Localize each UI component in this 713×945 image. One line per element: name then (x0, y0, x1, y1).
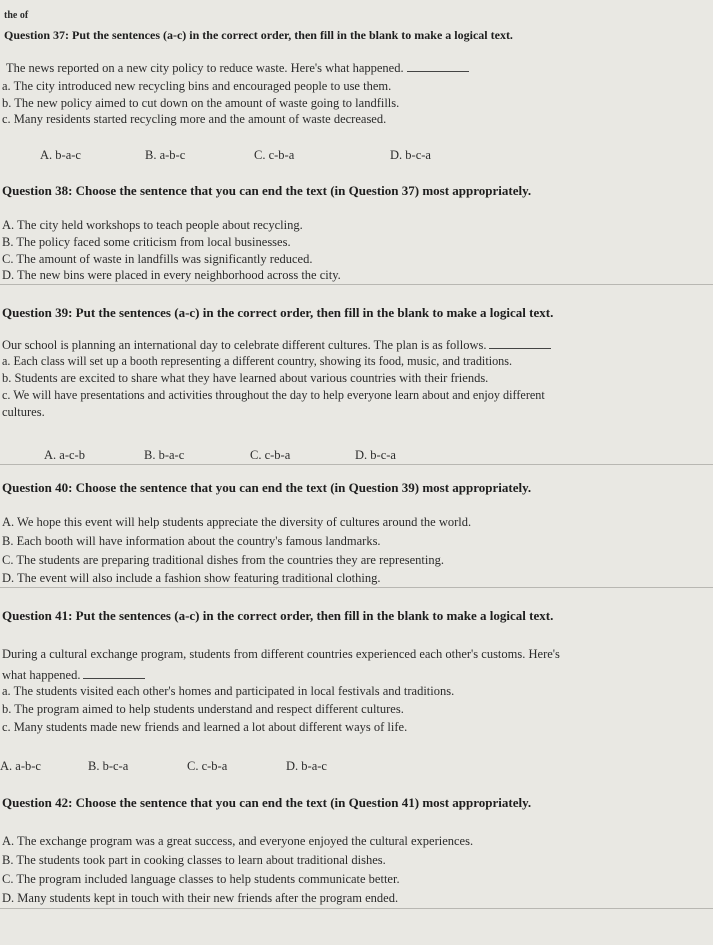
q37-sentence-b: b. The new policy aimed to cut down on the amount of waste going to landfills. (2, 96, 400, 110)
q40-option-d[interactable]: D. The event will also include a fashion show featuring traditional clothing. (2, 571, 381, 585)
header-fragment: the of (4, 10, 29, 21)
q39-option-d[interactable]: D. b-c-a (355, 448, 396, 462)
q38-option-d[interactable]: D. The new bins were placed in every neighborhood across the city. (2, 268, 341, 282)
q37-options (0, 148, 713, 164)
q37-option-b[interactable]: B. a-b-c (145, 148, 186, 162)
q37-sentence-c: c. Many residents started recycling more and the amount of waste decreased. (2, 112, 387, 126)
q38-option-c[interactable]: C. The amount of waste in landfills was significantly reduced. (2, 252, 313, 266)
q42-option-d[interactable]: D. Many students kept in touch with their new friends after the program ended. (2, 891, 399, 905)
divider (0, 284, 713, 285)
q42-option-b[interactable]: B. The students took part in cooking classes to learn about traditional dishes. (2, 853, 386, 867)
q41-intro: During a cultural exchange program, students from different countries experienced each other's customs. Here's (2, 647, 560, 661)
q37-blank[interactable] (407, 60, 469, 72)
q41-intro-cont: what happened. (2, 667, 145, 683)
q40-title: Question 40: Choose the sentence that you can end the text (in Question 39) most appropriately. (2, 480, 532, 495)
q39-blank[interactable] (489, 337, 551, 349)
q38-option-b[interactable]: B. The policy faced some criticism from local businesses. (2, 235, 291, 249)
q41-sentence-c: c. Many students made new friends and learned a lot about different ways of life. (2, 720, 408, 734)
q39-title: Question 39: Put the sentences (a-c) in the correct order, then fill in the blank to make a logical text. (2, 305, 554, 320)
q37-title: Question 37: Put the sentences (a-c) in the correct order, then fill in the blank to make a logical text. (4, 28, 513, 42)
q37-option-c[interactable]: C. c-b-a (254, 148, 295, 162)
q41-title: Question 41: Put the sentences (a-c) in the correct order, then fill in the blank to make a logical text. (2, 608, 554, 623)
q41-blank[interactable] (83, 667, 145, 679)
q38-title: Question 38: Choose the sentence that you can end the text (in Question 37) most appropriately. (2, 183, 532, 198)
q39-options (0, 448, 713, 464)
q39-sentence-a: a. Each class will set up a booth representing a different country, showing its food, music, and traditions. (2, 354, 513, 368)
q41-sentence-a: a. The students visited each other's homes and participated in local festivals and traditions. (2, 684, 455, 698)
q39-option-c[interactable]: C. c-b-a (250, 448, 291, 462)
q37-intro: The news reported on a new city policy to reduce waste. Here's what happened. (6, 60, 469, 76)
q37-option-a[interactable]: A. b-a-c (40, 148, 81, 162)
q40-option-a[interactable]: A. We hope this event will help students appreciate the diversity of cultures around the world. (2, 515, 472, 529)
q39-intro: Our school is planning an international day to celebrate different cultures. The plan is as follows. (2, 337, 551, 353)
q37-option-d[interactable]: D. b-c-a (390, 148, 431, 162)
divider (0, 587, 713, 588)
q38-option-a[interactable]: A. The city held workshops to teach people about recycling. (2, 218, 303, 232)
q40-option-b[interactable]: B. Each booth will have information about the country's famous landmarks. (2, 534, 381, 548)
q39-option-a[interactable]: A. a-c-b (44, 448, 85, 462)
q42-option-c[interactable]: C. The program included language classes to help students communicate better. (2, 872, 400, 886)
q39-sentence-c: c. We will have presentations and activities throughout the day to help everyone learn about and enjoy different (2, 388, 545, 402)
q41-sentence-b: b. The program aimed to help students understand and respect different cultures. (2, 702, 404, 716)
q39-sentence-b: b. Students are excited to share what they have learned about various countries with their friends. (2, 371, 489, 385)
q37-sentence-a: a. The city introduced new recycling bins and encouraged people to use them. (2, 79, 392, 93)
q41-option-c[interactable]: C. c-b-a (187, 759, 228, 773)
q41-option-b[interactable]: B. b-c-a (88, 759, 129, 773)
q42-title: Question 42: Choose the sentence that you can end the text (in Question 41) most appropriately. (2, 795, 532, 810)
q42-option-a[interactable]: A. The exchange program was a great success, and everyone enjoyed the cultural experiences. (2, 834, 474, 848)
q39-option-b[interactable]: B. b-a-c (144, 448, 185, 462)
q40-option-c[interactable]: C. The students are preparing traditional dishes from the countries they are representing. (2, 553, 444, 567)
divider (0, 464, 713, 465)
divider (0, 908, 713, 909)
q41-options (0, 759, 713, 775)
q41-option-d[interactable]: D. b-a-c (286, 759, 327, 773)
q39-sentence-c-cont: cultures. (2, 405, 45, 419)
q41-option-a[interactable]: A. a-b-c (0, 759, 41, 773)
